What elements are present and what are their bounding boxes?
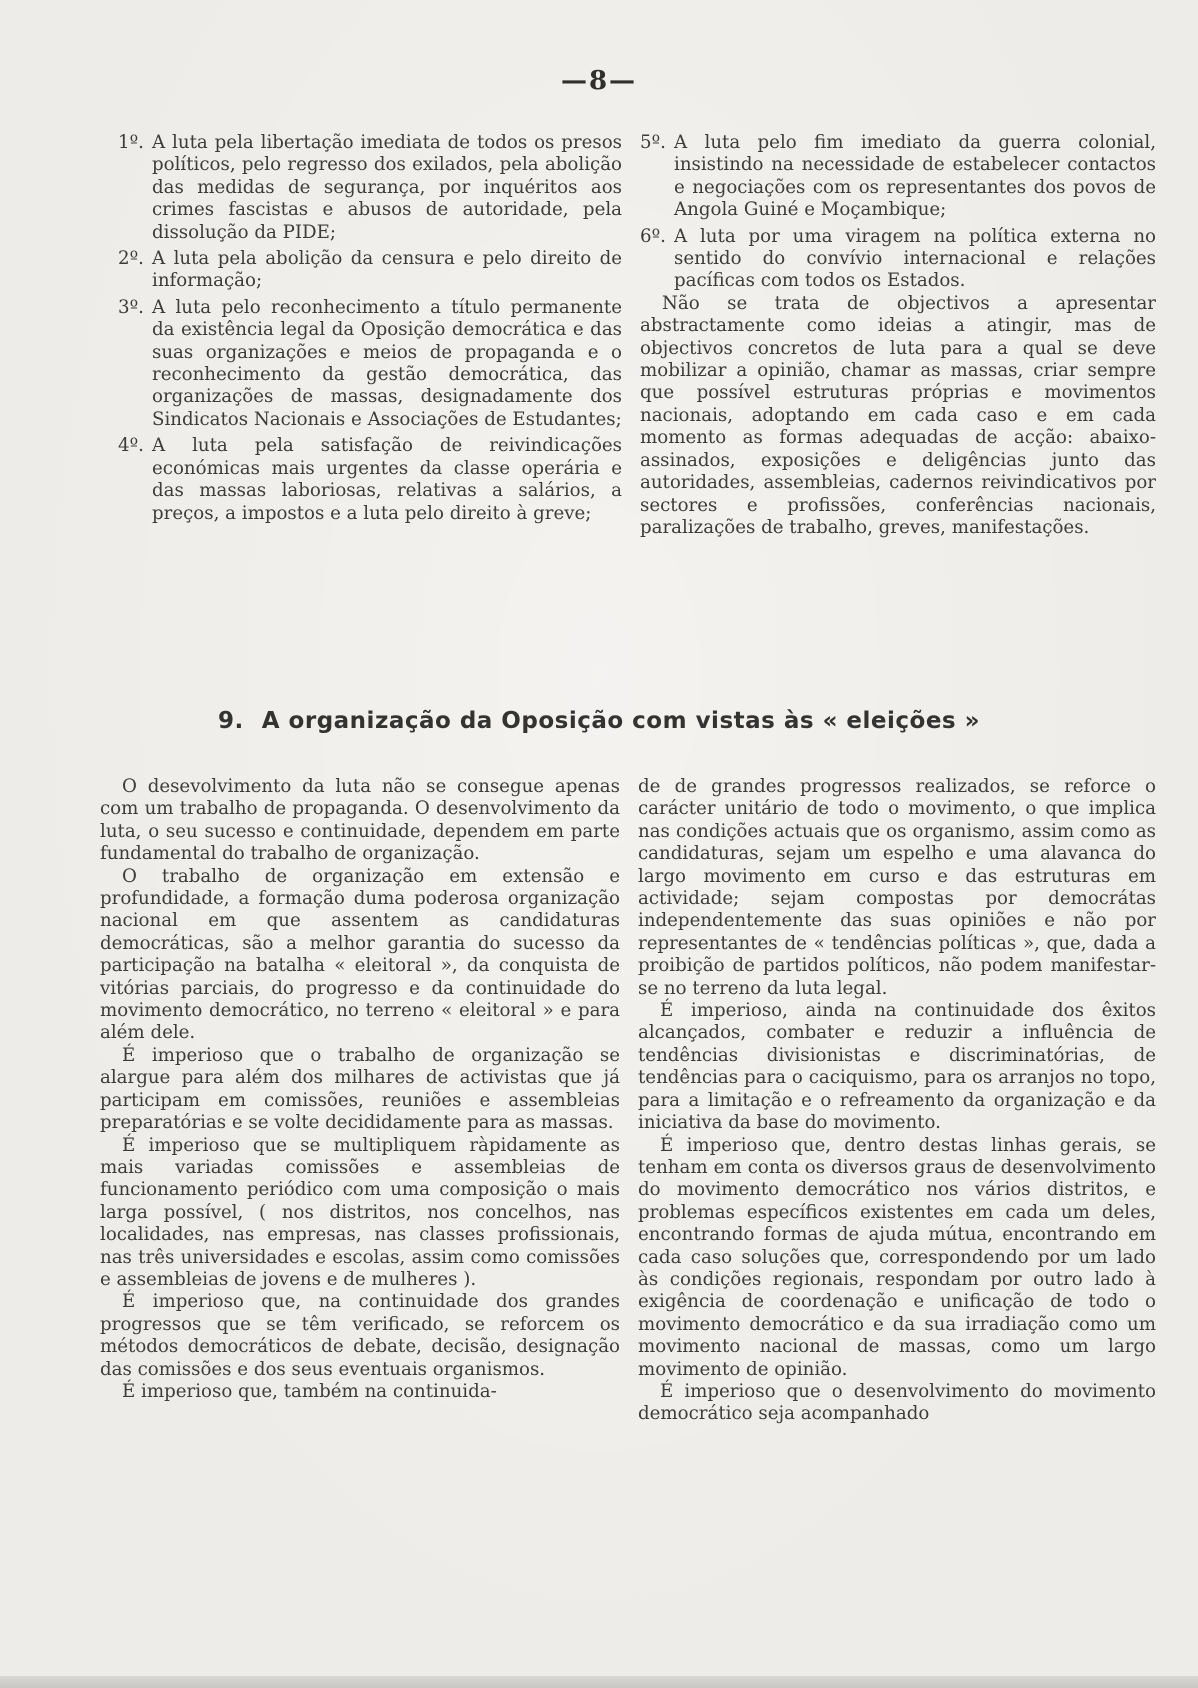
item-text: A luta pelo reconhecimento a título permanente da existência legal da Oposição democrática e das suas organizações e meios de propaganda e o reconhecimento da gestão democrática, das organizações de massas, designadamente dos Sindicatos Nacionais e Associações de Estudantes; [152,296,622,430]
body-paragraph: É imperioso, ainda na continuidade dos êxitos alcançados, combater e reduzir a influência de tendências divisionistas e discriminatórias, de tendências para o caciquismo, para os arranjos no topo, para a limitação e o refreamento da organização e da iniciativa da base do movimento. [638,1000,1156,1134]
left-top-column [118,132,622,525]
body-paragraph: É imperioso que, na continuidade dos grandes progressos que se têm verificado, se reforcem os métodos democráticos de debate, decisão, designação das comissões e dos seus eventuais organismos. [100,1291,620,1380]
item-text: A luta por uma viragem na política externa no sentido do convívio internacional e relações pacíficas com todos os Estados. [674,225,1156,292]
item-number: 6º. [640,225,666,247]
item-text: A luta pelo fim imediato da guerra colonial, insistindo na necessidade de estabelecer contactos e negociações com os representantes dos povos de Angola Guiné e Moçambique; [674,132,1156,221]
body-paragraph: É imperioso que, dentro destas linhas gerais, se tenham em conta os diversos graus de desenvolvimento do movimento democrático nos vários distritos, e problemas específicos existentes em cada um deles, encontrando formas de ajuda mútua, encontrando em cada caso soluções que, correspondendo por um lado às condições regionais, respondam por outro lado à exigência de coordenação e unificação de todo o movimento democrático e da sua irradiação como um movimento nacional de massas, como um largo movimento de opinião. [638,1134,1156,1380]
body-paragraph: É imperioso que se multipliquem ràpidamente as mais variadas comissões e assembleias de funcionamento periódico com uma composição o mais larga possível, ( nos distritos, nos concelhos, nas localidades, nas empresas, nas classes profissionais, nas três universidades e escolas, assim como comissões e assembleias de jovens e de mulheres ). [100,1134,620,1290]
item-number: 4º. [118,435,144,457]
item-text: A luta pela satisfação de reivindicações económicas mais urgentes da classe operária e das massas laboriosas, relativas a salários, a preços, a impostos e a luta pelo direito à greve; [152,435,622,524]
item-number: 2º. [118,248,144,270]
body-paragraph: O desevolvimento da luta não se consegue apenas com um trabalho de propaganda. O desenvolvimento da luta, o seu sucesso e continuidade, dependem em parte fundamental do trabalho de organização. [100,776,620,865]
section-number: 9. [218,708,244,734]
list-item [640,226,1156,293]
right-bottom-column [638,776,1156,1426]
section-title: A organização da Oposição com vistas às « eleições » [261,708,980,734]
item-number: 3º. [118,296,144,318]
item-number: 1º. [118,132,144,153]
list-item [118,297,622,431]
page-number: —8— [560,66,638,96]
body-paragraph: É imperioso que o desenvolvimento do movimento democrático seja acompanhado [638,1380,1156,1425]
item-number: 5º. [640,132,666,153]
body-paragraph: de de grandes progressos realizados, se reforce o carácter unitário de todo o movimento, o que implica nas condições actuais que os organismo, assim como as candidaturas, sejam um espelho e uma alavanca do largo movimento em curso e das estruturas em actividade; sejam compostas por democrátas independentemente das suas opiniões e não por representantes de « tendências políticas », que, dada a proibição de partidos políticos, não podem manifestar-se no terreno da luta legal. [638,776,1156,999]
right-top-column [640,132,1156,539]
left-bottom-column [100,776,620,1403]
body-paragraph: É imperioso que o trabalho de organização se alargue para além dos milhares de activistas que já participam em comissões, reuniões e assembleias preparatórias e se volte decididamente para as massas. [100,1044,620,1134]
item-text: A luta pela abolição da censura e pelo direito de informação; [152,248,622,292]
list-item [118,435,622,525]
list-item [118,132,622,244]
section-heading [0,708,1198,734]
item-text: A luta pela libertação imediata de todos os presos políticos, pelo regresso dos exilados, pela abolição das medidas de segurança, por inquéritos aos crimes fascistas e abusos de autoridade, pela dissolução da PIDE; [152,132,622,243]
list-item [640,132,1156,222]
body-paragraph: Não se trata de objectivos a apresentar abstractamente como ideias a atingir, mas de objectivos concretos de luta para a qual se deve mobilizar a opinião, chamar as massas, criar sempre que possível estruturas próprias e movimentos nacionais, adoptando em cada caso e em cada momento as formas adequadas de acção: abaixo-assinados, exposições e deligências junto das autoridades, assembleias, cadernos reivindicativos por sectores e profissões, conferências nacionais, paralizações de trabalho, greves, manifestações. [640,292,1156,538]
page-bottom-edge [0,1676,1198,1688]
list-item [118,248,622,293]
body-paragraph: É imperioso que, também na continuida- [122,1380,497,1402]
body-paragraph: O trabalho de organização em extensão e profundidade, a formação duma poderosa organização nacional em que assentem as candidaturas democráticas, são a melhor garantia do sucesso da participação na batalha « eleitoral », da conquista de vitórias parciais, do progresso e da continuidade do movimento democrático, no terreno « eleitoral » e para além dele. [100,865,620,1044]
